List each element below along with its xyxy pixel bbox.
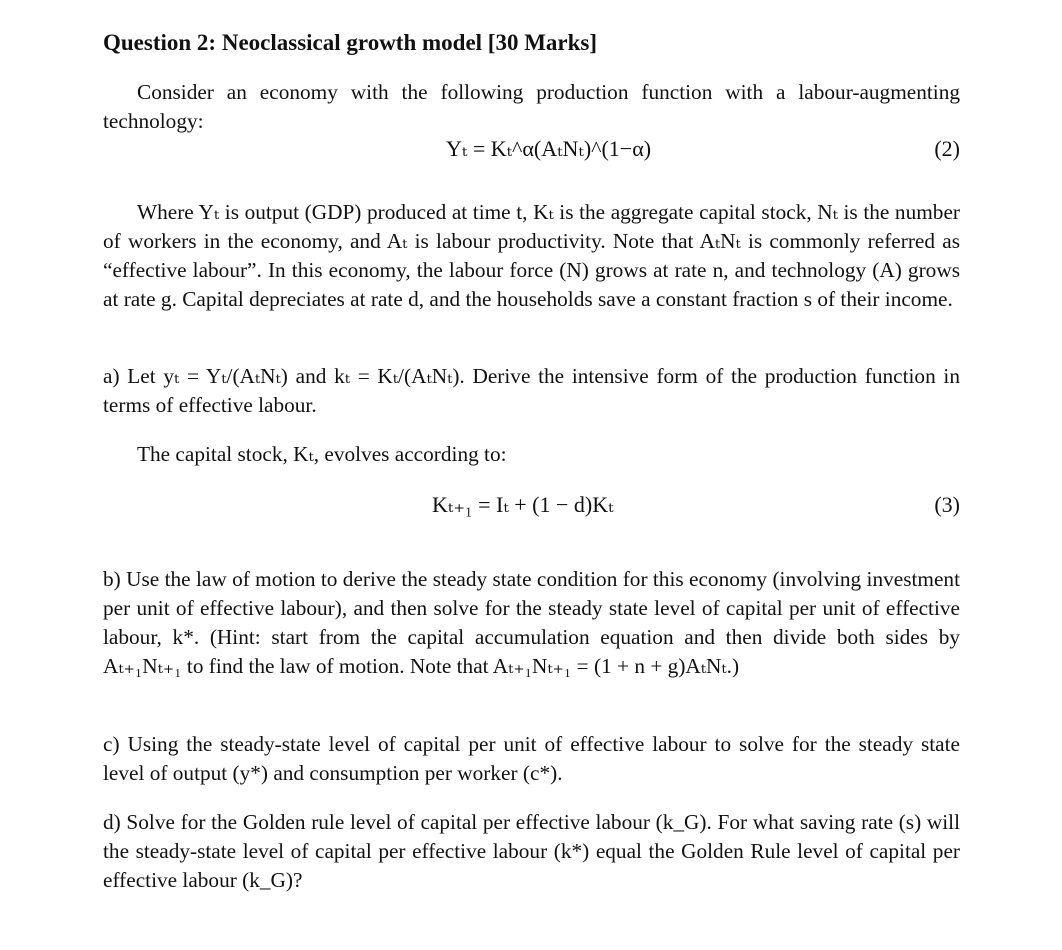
equation-2-body: Yₜ = Kₜ^α(AₜNₜ)^(1−α) xyxy=(446,136,652,161)
intro-paragraph: Consider an economy with the following production function with a labour-augmenting technology: xyxy=(103,80,960,133)
equation-3-body: Kₜ₊₁ = Iₜ + (1 − d)Kₜ xyxy=(432,492,614,517)
equation-2 xyxy=(0,136,1062,170)
part-b: b) Use the law of motion to derive the steady state condition for this economy (involving investment per unit of effective labour), and then solve for the steady state level of capital per unit of effective labour, k*. (Hint: start from the capital accumulation equation and then divide both sides by Aₜ₊₁Nₜ₊₁ to find the law of motion. Note that Aₜ₊₁Nₜ₊₁ = (1 + n + g)AₜNₜ.) xyxy=(103,567,960,678)
equation-3 xyxy=(0,492,1062,526)
where-paragraph: Where Yₜ is output (GDP) produced at time t, Kₜ is the aggregate capital stock, Nₜ is the number of workers in the economy, and Aₜ is labour productivity. Note that AₜNₜ is commonly referred as “effective labour”. In this economy, the labour force (N) grows at rate n, and technology (A) grows at rate g. Capital depreciates at rate d, and the households save a constant fraction s of their income. xyxy=(103,200,960,311)
part-d: d) Solve for the Golden rule level of capital per effective labour (k_G). For what saving rate (s) will the steady-state level of capital per effective labour (k*) equal the Golden Rule level of capital per effective labour (k_G)? xyxy=(103,810,960,892)
part-a: a) Let yₜ = Yₜ/(AₜNₜ) and kₜ = Kₜ/(AₜNₜ). Derive the intensive form of the production function in terms of effective labour. xyxy=(103,364,960,417)
capital-paragraph: The capital stock, Kₜ, evolves according to: xyxy=(137,442,507,466)
part-c: c) Using the steady-state level of capital per unit of effective labour to solve for the steady state level of output (y*) and consumption per worker (c*). xyxy=(103,732,960,785)
equation-3-number: (3) xyxy=(934,492,960,517)
question-title: Question 2: Neoclassical growth model [30 Marks] xyxy=(103,30,598,55)
equation-2-number: (2) xyxy=(934,136,960,161)
